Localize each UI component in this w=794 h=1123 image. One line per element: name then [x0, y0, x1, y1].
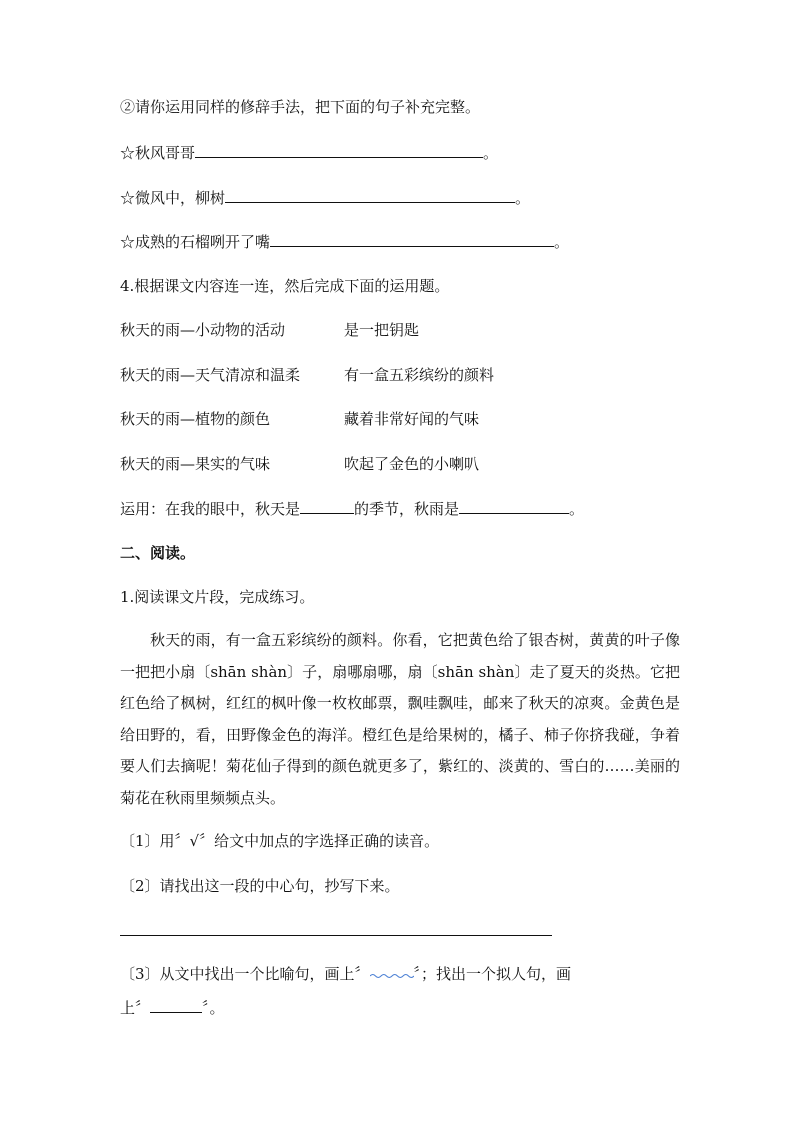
- answer-line[interactable]: [120, 935, 552, 936]
- sentence-3-prefix: ☆成熟的石榴咧开了嘴: [120, 233, 271, 251]
- apply-part1: 运用：在我的眼中，秋天是: [120, 500, 301, 518]
- reading-heading: 二、阅读。: [120, 544, 196, 562]
- q2-prompt: ②请你运用同样的修辞手法，把下面的句子补充完整。: [120, 98, 481, 116]
- q4-prompt: 4.根据课文内容连一连，然后完成下面的运用题。: [120, 277, 450, 295]
- sentence-3: [120, 231, 569, 252]
- sentence-3-blank[interactable]: [270, 231, 554, 247]
- sub-question-3: [120, 964, 571, 984]
- sentence-1-blank[interactable]: [195, 142, 483, 158]
- sentence-2: [120, 187, 530, 208]
- sentence-2-end: 。: [515, 189, 531, 207]
- match-right-4[interactable]: 吹起了金色的小喇叭: [344, 455, 480, 473]
- apply-part2: 的季节，秋雨是: [354, 500, 460, 518]
- match-left-2[interactable]: 秋天的雨—天气清凉和温柔: [120, 366, 301, 384]
- sentence-2-blank[interactable]: [225, 187, 515, 203]
- apply-line: [120, 498, 584, 519]
- match-right-1[interactable]: 是一把钥匙: [344, 321, 420, 339]
- match-right-3[interactable]: 藏着非常好闻的气味: [344, 410, 480, 428]
- sentence-2-prefix: ☆微风中，柳树: [120, 189, 226, 207]
- sub-question-3-cont: [120, 997, 225, 1018]
- sentence-1-end: 。: [483, 144, 499, 162]
- straight-underline-sample: [150, 997, 202, 1013]
- apply-blank-1[interactable]: [300, 498, 354, 514]
- sub-question-2: 〔2〕请找出这一段的中心句，抄写下来。: [120, 877, 400, 895]
- sub3-part-a: 〔3〕从文中找出一个比喻句，画上〞: [120, 965, 370, 983]
- sentence-1: [120, 142, 498, 163]
- sentence-1-prefix: ☆秋风哥哥: [120, 144, 196, 162]
- apply-end: 。: [569, 500, 585, 518]
- apply-blank-2[interactable]: [459, 498, 569, 514]
- match-left-1[interactable]: 秋天的雨—小动物的活动: [120, 321, 286, 339]
- sentence-3-end: 。: [554, 233, 570, 251]
- reading-passage: 秋天的雨，有一盒五彩缤纷的颜料。你看，它把黄色给了银杏树，黄黄的叶子像一把把小扇〔shān shàn〕子，扇哪扇哪，扇〔shān shàn〕走了夏天的炎热。它把红色给了枫树，红红的枫叶像一枚枚邮票，飘哇飘哇，邮来了秋天的凉爽。金黄色是给田野的，看，田野像金色的海洋。橙红色是给果树的，橘子、柿子你挤我碰，争着要人们去摘呢！菊花仙子得到的颜色就更多了，紫红的、淡黄的、雪白的……美丽的菊花在秋雨里频频点头。: [120, 631, 680, 807]
- wavy-underline-sample: [370, 965, 414, 979]
- sub3-part-d: 〞。: [202, 999, 225, 1017]
- reading-q1: 1.阅读课文片段，完成练习。: [120, 588, 315, 606]
- match-right-2[interactable]: 有一盒五彩缤纷的颜料: [344, 366, 495, 384]
- sub-question-1: 〔1〕用〞√〞给文中加点的字选择正确的读音。: [120, 832, 440, 850]
- sub3-part-c: 上〞: [120, 999, 151, 1017]
- sub3-part-b: 〞；找出一个拟人句，画: [413, 965, 572, 983]
- match-left-4[interactable]: 秋天的雨—果实的气味: [120, 455, 271, 473]
- match-left-3[interactable]: 秋天的雨—植物的颜色: [120, 410, 271, 428]
